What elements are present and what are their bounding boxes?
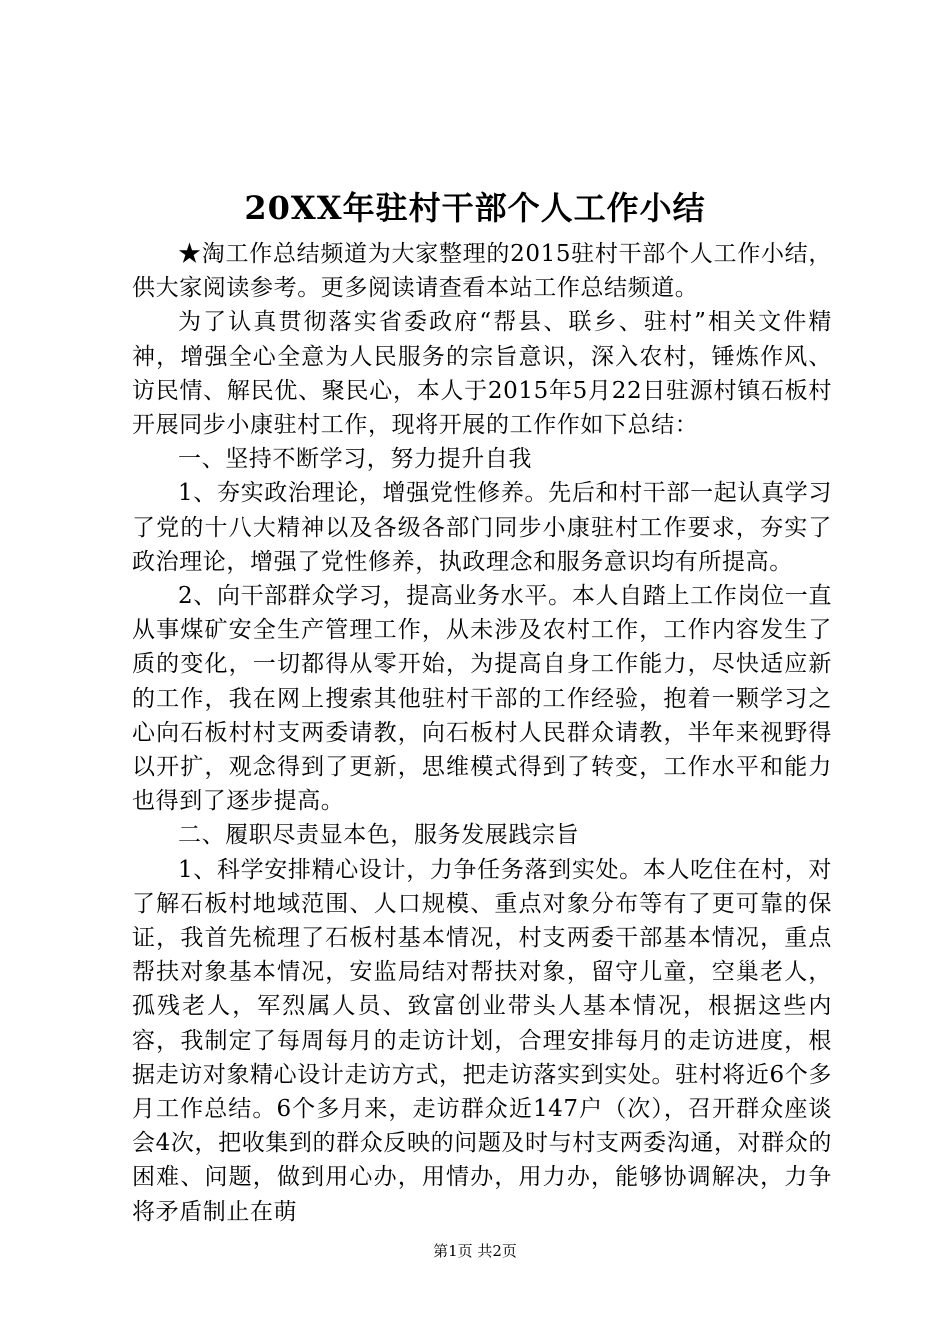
purpose-paragraph: 为了认真贯彻落实省委政府“帮县、联乡、驻村”相关文件精神，增强全心全意为人民服务的宗旨意识，深入农村，锤炼作风、访民情、解民优、聚民心，本人于2015年5月22日驻源村镇石板村开展同步小康驻村工作，现将开展的工作作如下总结： (132, 309, 832, 439)
section-heading-1: 一、坚持不断学习，努力提升自我 (178, 446, 532, 473)
document-body (132, 237, 832, 1229)
body-paragraph: 1、夯实政治理论，增强党性修养。先后和村干部一起认真学习了党的十八大精神以及各级各部门同步小康驻村工作要求，夯实了政治理论，增强了党性修养，执政理念和服务意识均有所提高。 (132, 480, 832, 575)
body-paragraph: 1、科学安排精心设计，力争任务落到实处。本人吃住在村，对了解石板村地域范围、人口规模、重点对象分布等有了更可靠的保证，我首先梳理了石板村基本情况，村支两委干部基本情况，重点帮扶对象基本情况，安监局结对帮扶对象，留守儿童，空巢老人，孤残老人，军烈属人员、致富创业带头人基本情况，根据这些内容，我制定了每周每月的走访计划，合理安排每月的走访进度，根据走访对象精心设计走访方式，把走访落实到实处。驻村将近6个多月工作总结。6个多月来，走访群众近147户（次），召开群众座谈会4次，把收集到的群众反映的问题及时与村支两委沟通，对群众的困难、问题，做到用心办，用情办，用力办，能够协调解决，力争将矛盾制止在萌 (132, 856, 832, 1225)
intro-paragraph: ★淘工作总结频道为大家整理的2015驻村干部个人工作小结，供大家阅读参考。更多阅读请查看本站工作总结频道。 (132, 241, 832, 302)
body-paragraph: 2、向干部群众学习，提高业务水平。本人自踏上工作岗位一直从事煤矿安全生产管理工作，从未涉及农村工作，工作内容发生了质的变化，一切都得从零开始，为提高自身工作能力，尽快适应新的工作，我在网上搜索其他驻村干部的工作经验，抱着一颗学习之心向石板村村支两委请教，向石板村人民群众请教，半年来视野得以开扩，观念得到了更新，思维模式得到了转变，工作水平和能力也得到了逐步提高。 (132, 583, 832, 815)
document-title: 20XX年驻村干部个人工作小结 (244, 189, 706, 227)
page-number-footer: 第1页 共2页 (433, 1242, 517, 1260)
section-heading-2: 二、履职尽责显本色，服务发展践宗旨 (178, 822, 580, 849)
